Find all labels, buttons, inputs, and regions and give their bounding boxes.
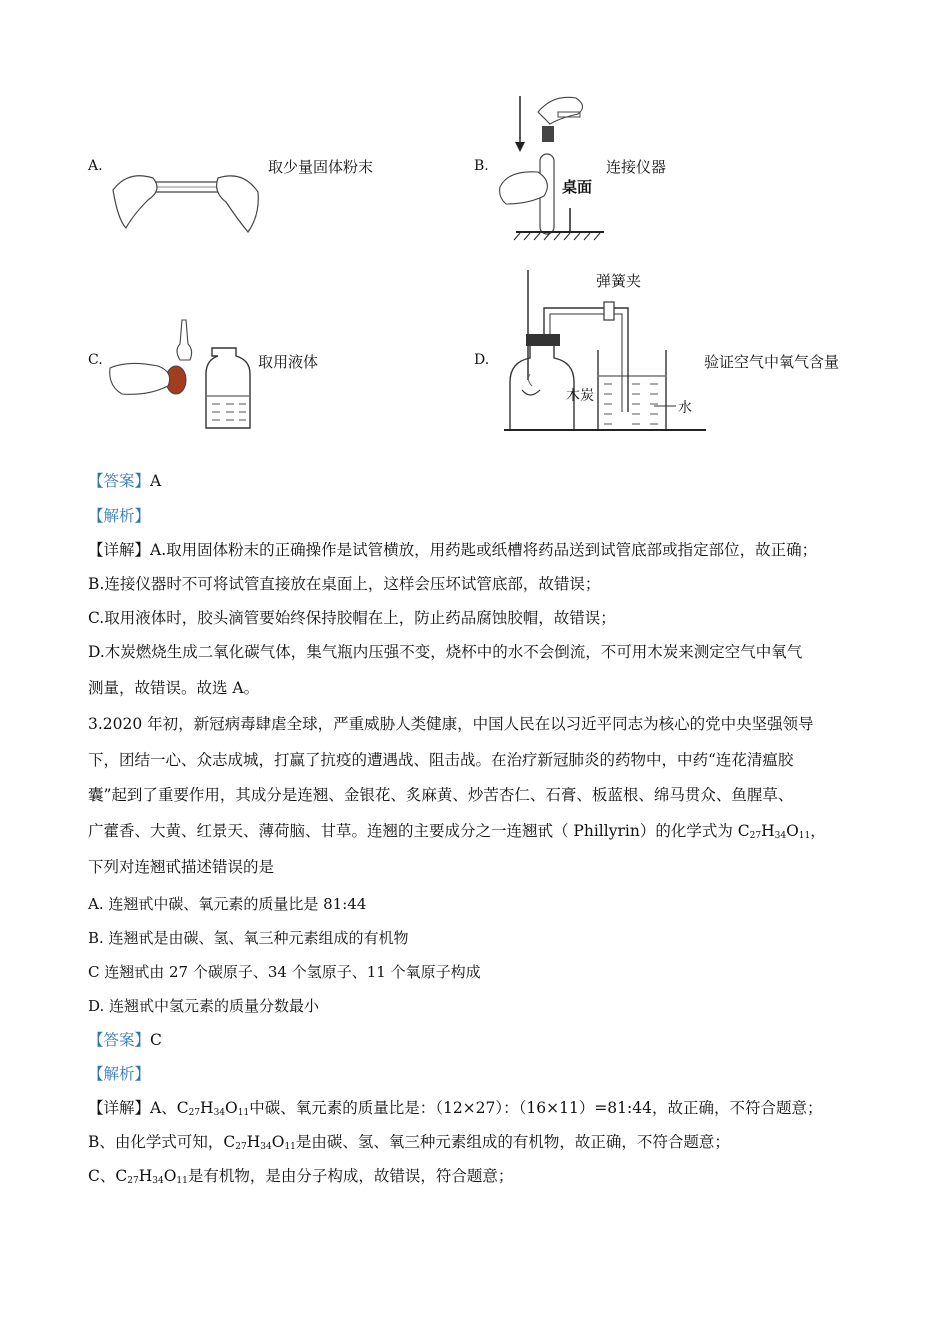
- q2-detail-line-3: C.取用液体时，胶头滴管要始终保持胶帽在上，防止药品腐蚀胶帽，故错误；: [88, 609, 616, 627]
- q3-stem-line-2: 下，团结一心、众志成城，打赢了抗疫的遭遇战、阻击战。在治疗新冠肺炎的药物中，中药“连花清瘟胶: [88, 751, 794, 769]
- q2-detail-line-2: B.连接仪器时不可将试管直接放在桌面上，这样会压坏试管底部，故错误；: [88, 575, 601, 593]
- spring-clip-label: 弹簧夹: [596, 272, 642, 290]
- q3-stem-line-5: 下列对连翘甙描述错误的是: [88, 858, 275, 876]
- option-b-illustration: [498, 92, 608, 242]
- option-a-letter: A.: [88, 158, 103, 174]
- q3-formula: $C_{27}H_{34}O_{11}$: [737, 822, 811, 841]
- q3-option-d: D. 连翘甙中氢元素的质量分数最小: [88, 997, 320, 1015]
- option-d-illustration: [500, 262, 710, 440]
- option-a-caption: 取少量固体粉末: [268, 158, 374, 176]
- q2-detail-line-4: D.木炭燃烧生成二氧化碳气体，集气瓶内压强不变，烧杯中的水不会倒流，不可用木炭来测定空气中氧气: [88, 643, 803, 661]
- q3-stem-line-4: 广藿香、大黄、红景天、薄荷脑、甘草。连翘的主要成分之一连翘甙（ Phillyrin）的化学式为 $C_{27}H_{34}O_{11}$，: [88, 822, 826, 841]
- q3-option-a: A. 连翘甙中碳、氧元素的质量比是 81:44: [88, 895, 367, 913]
- q3-detail-a: 【详解】A、$C_{27}H_{34}O_{11}$中碳、氧元素的质量比是：（12×27）：（16×11）=81:44，故正确，不符合题意；: [88, 1099, 823, 1118]
- q3-stem-line-1: 3.2020 年初，新冠病毒肆虐全球，严重威胁人类健康，中国人民在以习近平同志为核心的党中央坚强领导: [88, 715, 814, 733]
- q3-detail-b: B、由化学式可知，$C_{27}H_{34}O_{11}$是由碳、氢、氧三种元素组成的有机物，故正确，不符合题意；: [88, 1133, 730, 1152]
- q2-answer: 【答案】A: [88, 472, 162, 490]
- q2-detail-line-1: 【详解】A.取用固体粉末的正确操作是试管横放，用药匙或纸槽将药品送到试管底部或指定部位，故正确；: [88, 541, 818, 559]
- option-b-letter: B.: [474, 158, 489, 174]
- option-d-letter: D.: [474, 352, 490, 368]
- q3-analysis-tag: 【解析】: [88, 1065, 151, 1083]
- q3-answer: 【答案】C: [88, 1031, 162, 1049]
- water-label: 水: [678, 400, 692, 416]
- option-c-caption: 取用液体: [258, 353, 319, 371]
- option-a-illustration: [108, 160, 268, 240]
- q3-option-b: B. 连翘甙是由碳、氢、氧三种元素组成的有机物: [88, 929, 409, 947]
- option-d-caption: 验证空气中氧气含量: [704, 353, 840, 371]
- q3-detail-c: C、$C_{27}H_{34}O_{11}$是有机物，是由分子构成，故错误，符合题意；: [88, 1167, 514, 1186]
- option-c-letter: C.: [88, 352, 103, 368]
- q3-stem-line-3: 囊”起到了重要作用，其成分是连翘、金银花、炙麻黄、炒苦杏仁、石膏、板蓝根、绵马贯众、鱼腥草、: [88, 786, 794, 804]
- option-b-caption: 连接仪器: [606, 158, 667, 176]
- charcoal-label: 木炭: [566, 388, 594, 404]
- q3-option-c: C 连翘甙由 27 个碳原子、34 个氢原子、11 个氧原子构成: [88, 963, 481, 981]
- table-label: 桌面: [562, 178, 593, 196]
- option-c-illustration: [108, 316, 258, 432]
- q2-detail-line-5: 测量，故错误。故选 A。: [88, 679, 260, 697]
- q2-analysis-tag: 【解析】: [88, 507, 151, 525]
